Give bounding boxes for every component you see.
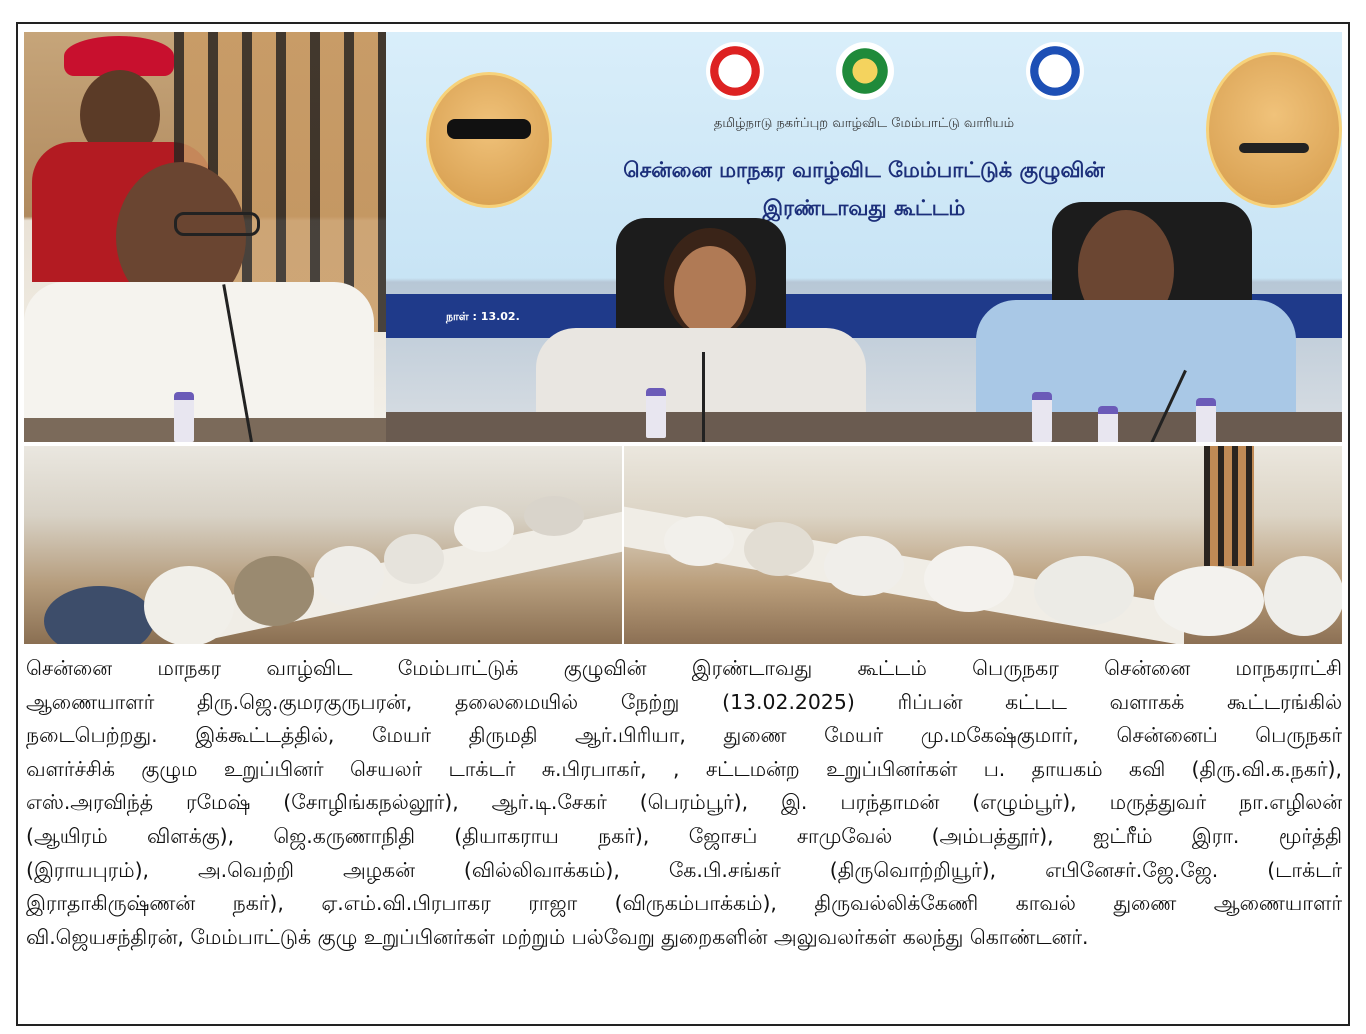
bottle-2 — [1032, 392, 1052, 442]
corporation-logo — [706, 42, 764, 100]
caption-line: சென்னை மாநகர வாழ்விட மேம்பாட்டுக் குழுவின் இரண்டாவது கூட்டம் பெருநகர சென்னை மாநகராட்சி — [26, 656, 1342, 680]
speaker-glasses — [174, 212, 260, 236]
photo-speaker — [24, 32, 386, 442]
board-logo — [1026, 42, 1084, 100]
attendee — [1034, 556, 1134, 626]
water-bottle — [174, 392, 194, 442]
news-clipping — [16, 22, 1350, 1026]
bottle-3 — [1098, 406, 1118, 442]
caption-line: ஆணையாளர் திரு.ஜெ.குமரகுருபரன், தலைமையில் நேற்று (13.02.2025) ரிப்பன் கட்டட வளாகக் கூட்டரங்கில் — [26, 689, 1342, 714]
banner-organisation: தமிழ்நாடு நகர்ப்புற வாழ்விட மேம்பாட்டு வாரியம் — [713, 116, 1015, 131]
attendee — [234, 556, 314, 626]
wall-panels — [1204, 446, 1254, 566]
attendee — [384, 534, 444, 584]
microphone-centre — [702, 352, 705, 442]
attendee — [144, 566, 234, 644]
banner-title-line2: இரண்டாவது கூட்டம் — [762, 196, 966, 220]
portrait-left — [426, 72, 552, 208]
desk — [24, 418, 386, 442]
attendee — [314, 546, 384, 606]
caption-line: நடைபெற்றது. இக்கூட்டத்தில், மேயர் திருமதி ஆர்.பிரியா, துணை மேயர் மு.மகேஷ்குமார், சென்னைப் பெருநகர் — [26, 723, 1342, 748]
news-caption — [26, 652, 1342, 954]
caption-line: எஸ்.அரவிந்த் ரமேஷ் (சோழிங்கநல்லூர்), ஆர்.டி.சேகர் (பெரம்பூர்), இ. பரந்தாமன் (எழும்பூர்), மருத்துவர் நா.எழிலன் — [26, 790, 1342, 815]
attendee — [44, 586, 154, 644]
government-logo — [836, 42, 894, 100]
attendee — [664, 516, 734, 566]
caption-line: (இராயபுரம்), அ.வெற்றி அழகன் (வில்லிவாக்கம்), கே.பி.சங்கர் (திருவொற்றியூர்), எபினேசர்.ஜே.ஜே. (டாக்டர் — [26, 857, 1342, 882]
caption-line: (ஆயிரம் விளக்கு), ஜெ.கருணாநிதி (தியாகராய நகர்), ஜோசப் சாமுவேல் (அம்பத்தூர்), ஐட்ரீம் இரா. மூர்த்தி — [26, 823, 1342, 848]
attendee — [824, 536, 904, 596]
bottle-4 — [1196, 398, 1216, 442]
photo-stage — [386, 32, 1342, 442]
attendee — [454, 506, 514, 552]
photo-hall-right — [624, 446, 1342, 644]
caption-line: வளர்ச்சிக் குழும உறுப்பினர் செயலர் டாக்டர் சு.பிரபாகர், , சட்டமன்ற உறுப்பினர்கள் ப. தாயகம் கவி (திரு.வி.க.நகர்), — [26, 756, 1342, 781]
banner-title-line1: சென்னை மாநகர வாழ்விட மேம்பாட்டுக் குழுவின் — [623, 158, 1105, 182]
banner-date: நாள் : 13.02. — [446, 310, 520, 323]
official-centre-face — [674, 246, 746, 336]
photo-hall-left — [24, 446, 622, 644]
attendee — [1264, 556, 1342, 636]
caption-line: வி.ஜெயசந்திரன், மேம்பாட்டுக் குழு உறுப்பினர்கள் மற்றும் பல்வேறு துறைகளின் அலுவலர்கள் கலந்து கொண்டனர். — [26, 924, 1089, 949]
attendee — [1154, 566, 1264, 636]
attendee — [744, 522, 814, 576]
attendee — [924, 546, 1014, 612]
bottle-1 — [646, 388, 666, 438]
caption-line: இராதாகிருஷ்ணன் நகர்), ஏ.எம்.வி.பிரபாகர ராஜா (விருகம்பாக்கம்), திருவல்லிக்கேணி காவல் துணை ஆணையாளர் — [26, 891, 1342, 916]
photo-collage — [24, 32, 1342, 644]
attendee — [524, 496, 584, 536]
